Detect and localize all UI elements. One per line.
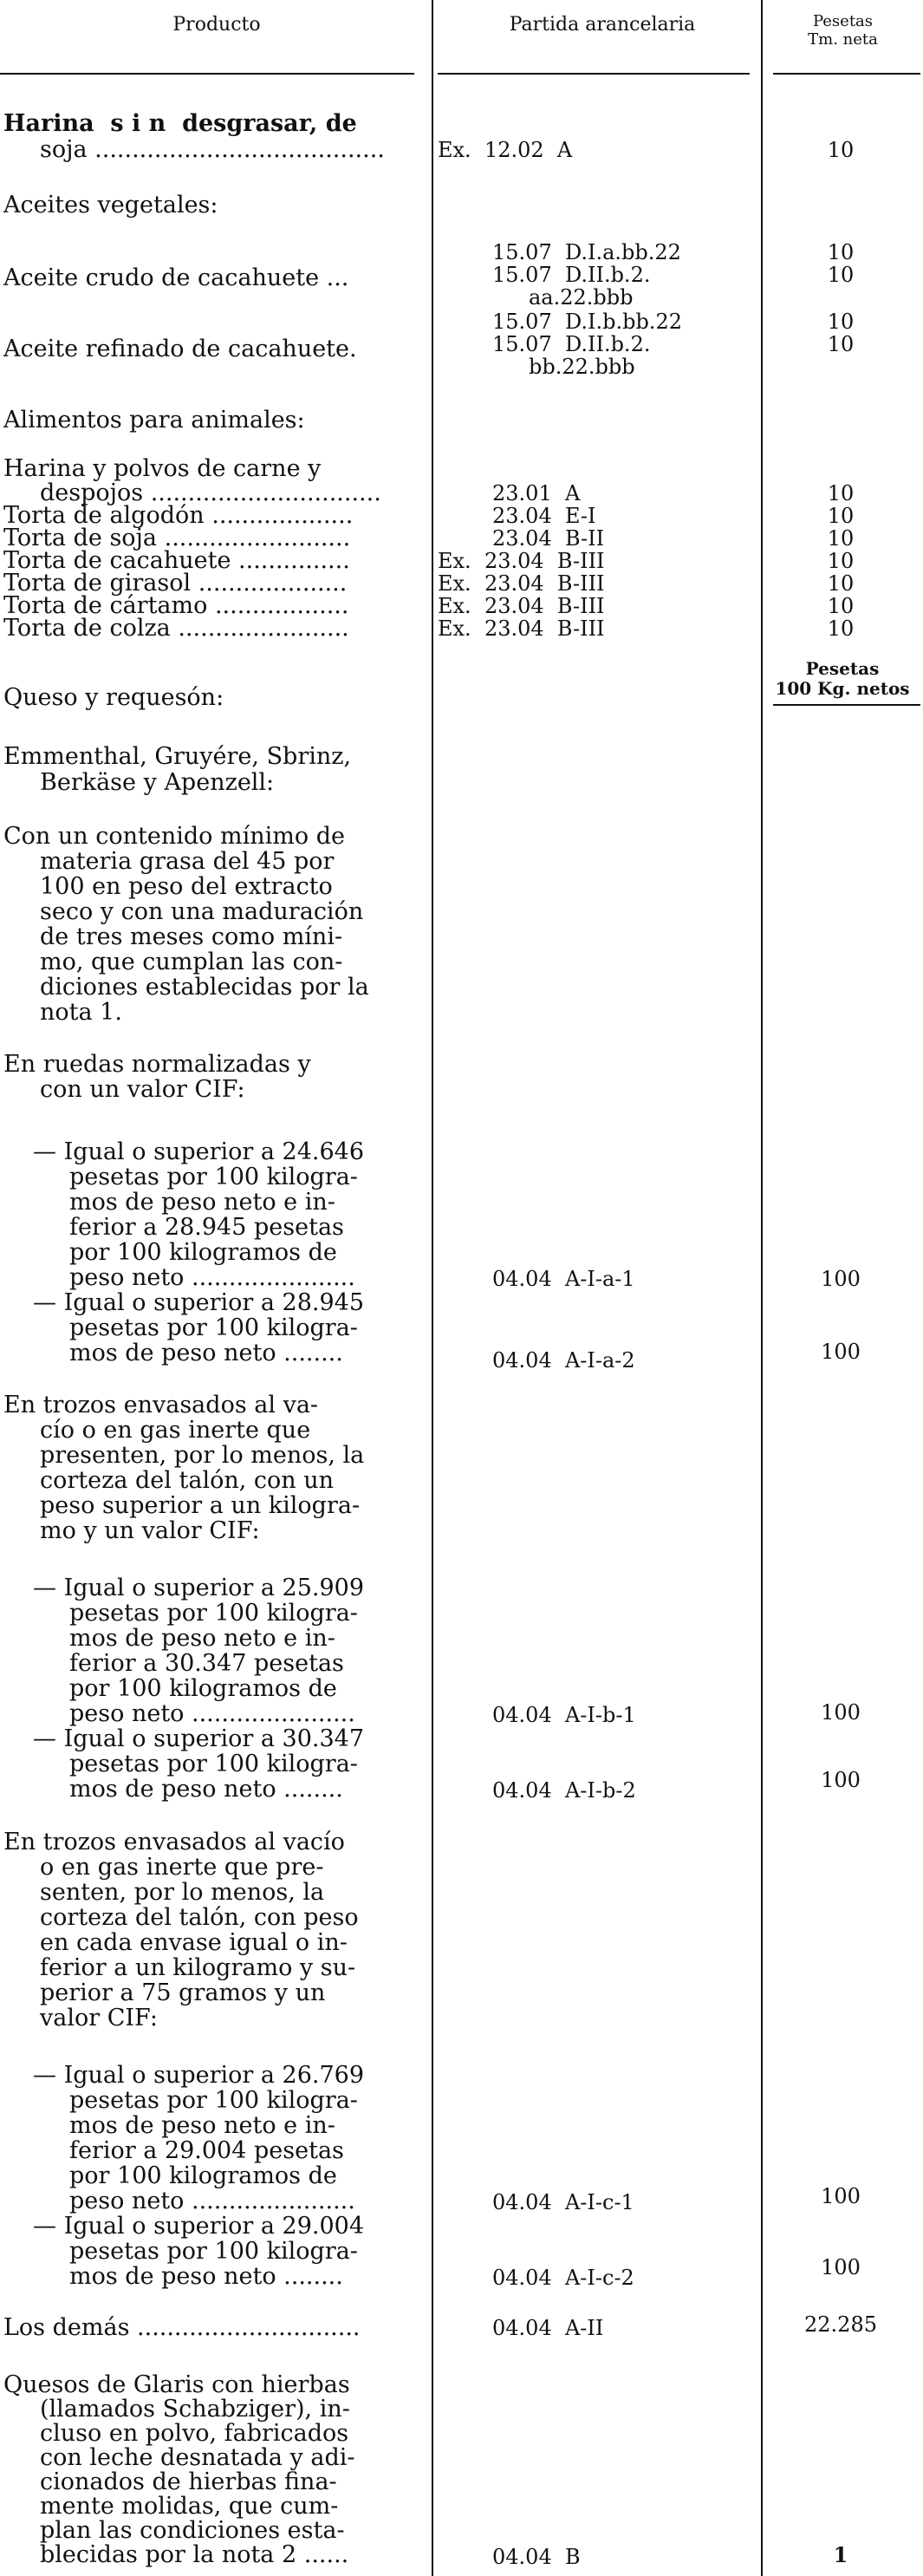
trozos1-line3: presenten, por lo menos, la xyxy=(40,1442,365,1469)
glaris-code: 04.04 B xyxy=(492,2545,581,2569)
a1-line6: peso neto ...................... xyxy=(69,1264,355,1291)
a2-code: 04.04 A-I-a-2 xyxy=(492,1348,635,1373)
glaris-line8: blecidas por la nota 2 ...... xyxy=(40,2541,349,2568)
c1-line3: mos de peso neto e in- xyxy=(69,2112,335,2139)
torta-soja-code: 23.04 B-II xyxy=(492,526,605,551)
b1-line1: — Igual o superior a 25.909 xyxy=(33,1575,365,1601)
harina-carne-value: 10 xyxy=(827,481,855,505)
demas-text: Los demás .............................. xyxy=(3,2314,361,2341)
trozos1-line5: peso superior a un kilogra- xyxy=(40,1492,361,1519)
glaris-line4: con leche desnatada y adi- xyxy=(40,2444,355,2471)
torta-colza-value: 10 xyxy=(827,616,855,641)
a1-code: 04.04 A-I-a-1 xyxy=(492,1267,635,1291)
c1-line1: — Igual o superior a 26.769 xyxy=(33,2062,365,2089)
a1-line4: ferior a 28.945 pesetas xyxy=(69,1214,344,1241)
b2-line1: — Igual o superior a 30.347 xyxy=(33,1725,365,1752)
a1-line1: — Igual o superior a 24.646 xyxy=(33,1138,365,1165)
glaris-value: 1 xyxy=(833,2542,848,2567)
demas-value: 22.285 xyxy=(804,2312,877,2337)
header-rule-3 xyxy=(773,73,920,75)
aceite-crudo-value2: 10 xyxy=(827,263,855,287)
torta-algodon-code: 23.04 E-I xyxy=(492,504,596,528)
a1-line5: por 100 kilogramos de xyxy=(69,1239,337,1266)
b2-value: 100 xyxy=(821,1768,861,1792)
c1-value: 100 xyxy=(821,2184,861,2208)
demas-code: 04.04 A-II xyxy=(492,2316,604,2340)
aceite-refinado-text: Aceite refinado de cacahuete. xyxy=(3,336,357,362)
trozos2-line4: corteza del talón, con peso xyxy=(40,1904,359,1931)
harina-soja-line2: soja ....................................... xyxy=(40,136,385,163)
trozos1-line4: corteza del talón, con un xyxy=(40,1467,335,1494)
glaris-line7: plan las condiciones esta- xyxy=(40,2517,345,2544)
header-pesetas: Pesetas xyxy=(812,12,874,30)
unit-header-100kg: 100 Kg. netos xyxy=(775,678,910,699)
aceite-refinado-code1: 15.07 D.I.b.bb.22 xyxy=(492,310,682,334)
harina-soja-value: 10 xyxy=(827,138,855,162)
header-producto: Producto xyxy=(172,14,261,36)
queso-title: Queso y requesón: xyxy=(3,684,224,711)
torta-soja-text: Torta de soja ......................... xyxy=(3,525,351,551)
unit-header-pesetas: Pesetas xyxy=(805,658,880,679)
c1-line4: ferior a 29.004 pesetas xyxy=(69,2137,344,2164)
trozos2-line8: valor CIF: xyxy=(40,2005,158,2031)
c1-code: 04.04 A-I-c-1 xyxy=(492,2190,634,2214)
torta-girasol-value: 10 xyxy=(827,571,855,596)
b1-line2: pesetas por 100 kilogra- xyxy=(69,1600,358,1627)
aceite-crudo-text: Aceite crudo de cacahuete ... xyxy=(3,264,349,291)
harina-soja-code: Ex. 12.02 A xyxy=(438,138,573,162)
c1-line5: por 100 kilogramos de xyxy=(69,2162,337,2189)
harina-carne-line1: Harina y polvos de carne y xyxy=(3,455,322,482)
torta-colza-code: Ex. 23.04 B-III xyxy=(438,616,605,641)
aceite-crudo-code2: 15.07 D.II.b.2. xyxy=(492,263,651,287)
aceite-refinado-code3: bb.22.bbb xyxy=(529,355,635,379)
trozos2-line5: en cada envase igual o in- xyxy=(40,1929,348,1956)
b2-line3: mos de peso neto ........ xyxy=(69,1776,343,1803)
b1-value: 100 xyxy=(821,1700,861,1725)
trozos1-line6: mo y un valor CIF: xyxy=(40,1517,260,1544)
a1-line3: mos de peso neto e in- xyxy=(69,1189,335,1216)
torta-cacahuete-text: Torta de cacahuete ............... xyxy=(3,547,350,574)
c2-code: 04.04 A-I-c-2 xyxy=(492,2266,634,2290)
c2-line1: — Igual o superior a 29.004 xyxy=(33,2213,365,2240)
header-rule-1 xyxy=(0,73,414,75)
contenido-line3: 100 en peso del extracto xyxy=(40,873,333,900)
trozos1-line1: En trozos envasados al va- xyxy=(3,1392,319,1418)
c2-line3: mos de peso neto ........ xyxy=(69,2263,343,2290)
contenido-line2: materia grasa del 45 por xyxy=(40,848,335,875)
contenido-line6: mo, que cumplan las con- xyxy=(40,949,343,975)
b1-code: 04.04 A-I-b-1 xyxy=(492,1703,636,1727)
aceites-title: Aceites vegetales: xyxy=(3,192,218,218)
contenido-line7: diciones establecidas por la xyxy=(40,974,369,1001)
b1-line3: mos de peso neto e in- xyxy=(69,1625,335,1652)
trozos1-line2: cío o en gas inerte que xyxy=(40,1417,311,1444)
contenido-line1: Con un contenido mínimo de xyxy=(3,823,345,850)
glaris-line2: (llamados Schabziger), in- xyxy=(40,2396,350,2423)
aceite-crudo-value1: 10 xyxy=(827,240,855,264)
trozos2-line7: perior a 75 gramos y un xyxy=(40,1979,326,2006)
torta-algodon-value: 10 xyxy=(827,504,855,528)
c2-value: 100 xyxy=(821,2255,861,2279)
harina-soja-line1: Harina s i n desgrasar, de xyxy=(3,110,357,137)
header-tm-neta: Tm. neta xyxy=(808,30,878,49)
torta-cartamo-code: Ex. 23.04 B-III xyxy=(438,594,605,618)
b1-line4: ferior a 30.347 pesetas xyxy=(69,1650,344,1677)
glaris-line1: Quesos de Glaris con hierbas xyxy=(3,2371,350,2398)
aceite-refinado-value1: 10 xyxy=(827,310,855,334)
column-divider-2 xyxy=(761,0,763,2576)
c1-line2: pesetas por 100 kilogra- xyxy=(69,2087,358,2114)
torta-girasol-code: Ex. 23.04 B-III xyxy=(438,571,605,596)
torta-algodon-text: Torta de algodón ................... xyxy=(3,502,354,529)
harina-carne-code: 23.01 A xyxy=(492,481,581,505)
header-partida: Partida arancelaria xyxy=(509,14,696,36)
torta-colza-text: Torta de colza ....................... xyxy=(3,615,349,642)
emmenthal-line1: Emmenthal, Gruyére, Sbrinz, xyxy=(3,743,352,770)
trozos2-line1: En trozos envasados al vacío xyxy=(3,1829,345,1855)
trozos2-line6: ferior a un kilogramo y su- xyxy=(40,1954,356,1981)
glaris-line6: mente molidas, que cum- xyxy=(40,2493,339,2520)
aceite-crudo-code3: aa.22.bbb xyxy=(529,285,634,310)
glaris-line3: cluso en polvo, fabricados xyxy=(40,2420,349,2447)
torta-cacahuete-code: Ex. 23.04 B-III xyxy=(438,549,605,573)
trozos2-line3: senten, por lo menos, la xyxy=(40,1879,325,1906)
contenido-line5: de tres meses como míni- xyxy=(40,923,343,950)
a2-value: 100 xyxy=(821,1340,861,1364)
a1-line2: pesetas por 100 kilogra- xyxy=(69,1164,358,1190)
contenido-line4: seco y con una maduración xyxy=(40,898,364,925)
aceite-crudo-code1: 15.07 D.I.a.bb.22 xyxy=(492,240,681,264)
a2-line3: mos de peso neto ........ xyxy=(69,1340,343,1366)
column-divider-1 xyxy=(432,0,433,2576)
glaris-line5: cionados de hierbas fina- xyxy=(40,2468,337,2495)
torta-girasol-text: Torta de girasol .................... xyxy=(3,570,348,597)
torta-soja-value: 10 xyxy=(827,526,855,551)
a2-line1: — Igual o superior a 28.945 xyxy=(33,1289,365,1316)
b2-line2: pesetas por 100 kilogra- xyxy=(69,1751,358,1777)
alimentos-title: Alimentos para animales: xyxy=(3,407,305,434)
torta-cacahuete-value: 10 xyxy=(827,549,855,573)
b1-line6: peso neto ...................... xyxy=(69,1700,355,1727)
ruedas-line2: con un valor CIF: xyxy=(40,1076,245,1103)
trozos2-line2: o en gas inerte que pre- xyxy=(40,1854,324,1881)
torta-cartamo-text: Torta de cártamo .................. xyxy=(3,592,349,619)
unit-header-rule xyxy=(773,704,920,706)
ruedas-line1: En ruedas normalizadas y xyxy=(3,1051,311,1078)
torta-cartamo-value: 10 xyxy=(827,594,855,618)
emmenthal-line2: Berkäse y Apenzell: xyxy=(40,769,275,796)
a1-value: 100 xyxy=(821,1267,861,1291)
b1-line5: por 100 kilogramos de xyxy=(69,1675,337,1702)
c2-line2: pesetas por 100 kilogra- xyxy=(69,2238,358,2265)
contenido-line8: nota 1. xyxy=(40,999,122,1026)
c1-line6: peso neto ...................... xyxy=(69,2188,355,2214)
a2-line2: pesetas por 100 kilogra- xyxy=(69,1314,358,1341)
header-rule-2 xyxy=(438,73,750,75)
harina-carne-line2: despojos ............................... xyxy=(40,479,381,506)
b2-code: 04.04 A-I-b-2 xyxy=(492,1778,636,1803)
aceite-refinado-code2: 15.07 D.II.b.2. xyxy=(492,332,651,356)
aceite-refinado-value2: 10 xyxy=(827,332,855,356)
